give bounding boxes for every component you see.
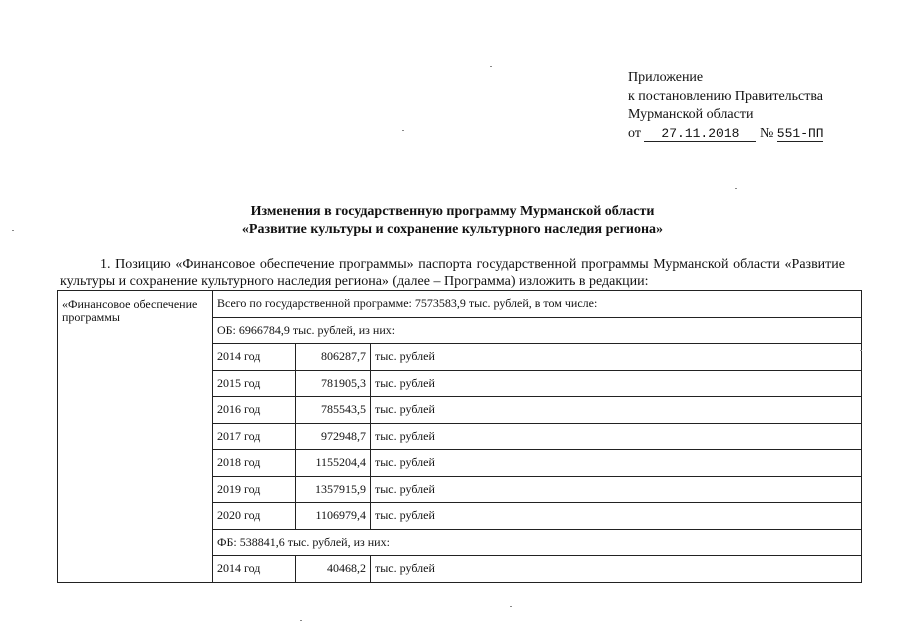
value-cell: 1155204,4 [296, 450, 371, 477]
body-paragraph: 1. Позицию «Финансовое обеспечение программы» паспорта государственной программы Мурманской области «Развитие культуры и сохранение культурного наследия региона» (далее – Программа) изложить в редакции: [60, 257, 845, 289]
annex-region-line: Мурманской области [628, 107, 754, 122]
resolution-number: 551-ПП [776, 125, 824, 141]
scan-speck [300, 620, 302, 621]
resolution-date: 27.11.2018 [644, 127, 756, 142]
total-cell: Всего по государственной программе: 7573583,9 тыс. рублей, в том числе: [213, 291, 862, 318]
scan-speck [510, 606, 512, 607]
scan-speck [735, 188, 737, 189]
ob-header-cell: ОБ: 6966784,9 тыс. рублей, из них: [213, 317, 862, 344]
number-label: № [759, 125, 774, 141]
financing-table [57, 290, 862, 583]
year-cell: 2016 год [213, 397, 296, 424]
value-cell: 40468,2 [296, 556, 371, 583]
value-cell: 785543,5 [296, 397, 371, 424]
unit-cell: тыс. рублей [371, 423, 862, 450]
annex-date-number-line [628, 125, 823, 144]
value-cell: 1106979,4 [296, 503, 371, 530]
year-cell: 2019 год [213, 476, 296, 503]
value-cell: 1357915,9 [296, 476, 371, 503]
year-cell: 2020 год [213, 503, 296, 530]
year-cell: 2017 год [213, 423, 296, 450]
fb-header-cell: ФБ: 538841,6 тыс. рублей, из них: [213, 529, 862, 556]
annex-resolution-line: к постановлению Правительства [628, 88, 824, 104]
table-row [58, 291, 862, 318]
unit-cell: тыс. рублей [371, 450, 862, 477]
year-cell: 2014 год [213, 344, 296, 371]
year-cell: 2018 год [213, 450, 296, 477]
scan-speck [490, 66, 492, 67]
unit-cell: тыс. рублей [371, 397, 862, 424]
document-title-line-2: «Развитие культуры и сохранение культурного наследия региона» [241, 222, 664, 237]
from-label: от [628, 125, 641, 141]
unit-cell: тыс. рублей [371, 476, 862, 503]
year-cell: 2014 год [213, 556, 296, 583]
value-cell: 972948,7 [296, 423, 371, 450]
annex-block [628, 69, 823, 143]
value-cell: 806287,7 [296, 344, 371, 371]
unit-cell: тыс. рублей [371, 556, 862, 583]
annex-title: Приложение [628, 70, 704, 85]
scan-speck [860, 350, 862, 351]
unit-cell: тыс. рублей [371, 344, 862, 371]
unit-cell: тыс. рублей [371, 370, 862, 397]
value-cell: 781905,3 [296, 370, 371, 397]
document-title-line-1: Изменения в государственную программу Мурманской области [250, 204, 655, 219]
unit-cell: тыс. рублей [371, 503, 862, 530]
year-cell: 2015 год [213, 370, 296, 397]
scan-speck [12, 230, 14, 231]
financing-label-cell: «Финансовое обеспечение программы [58, 291, 213, 583]
scan-speck [402, 130, 404, 131]
